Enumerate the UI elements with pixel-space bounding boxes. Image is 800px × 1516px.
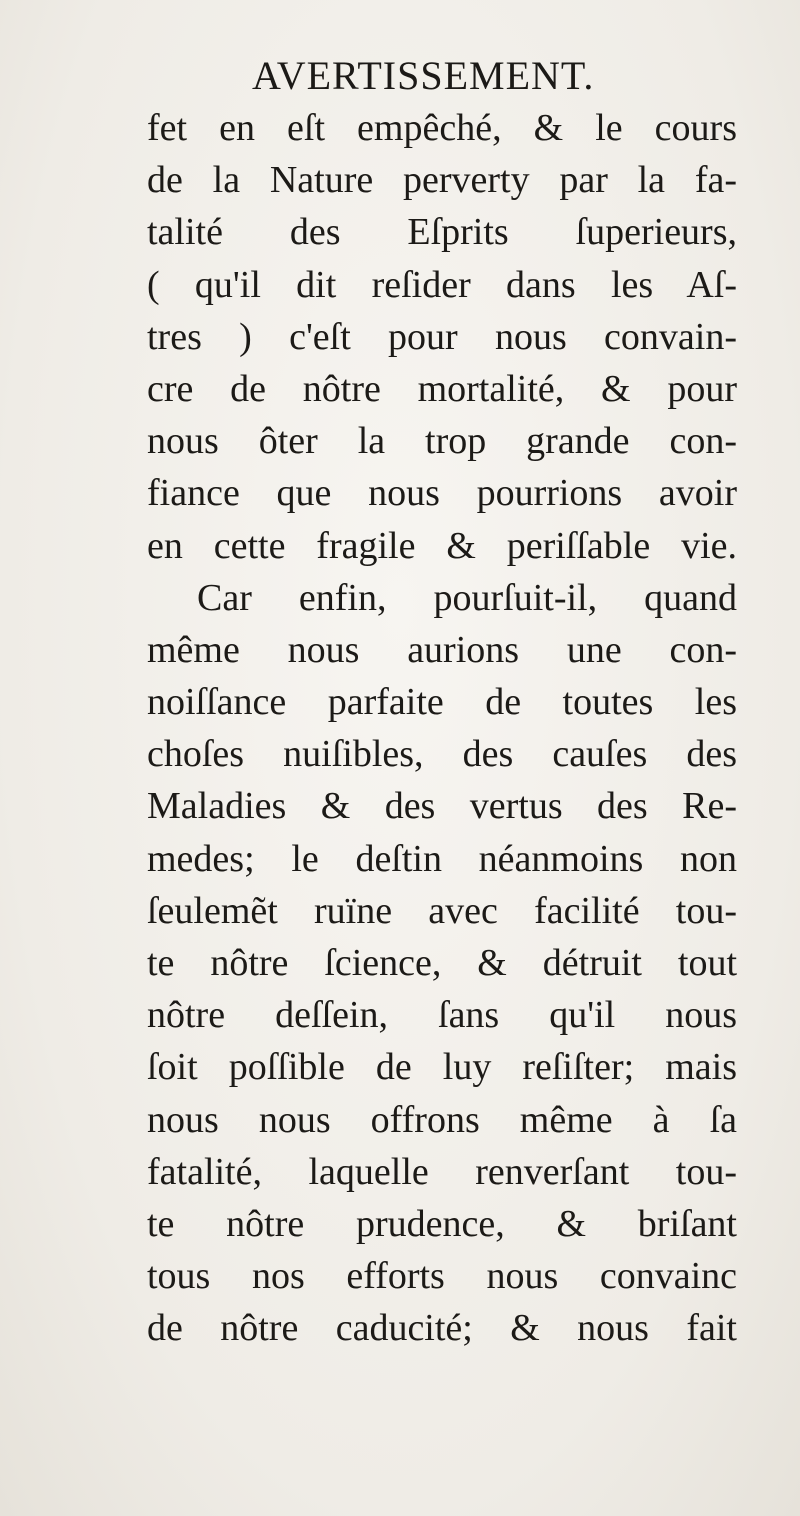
text-line: talité des Eſprits ſuperieurs,: [147, 211, 737, 254]
text-line: ( qu'il dit reſider dans les Aſ-: [147, 263, 737, 306]
text-line: nous ôter la trop grande con-: [147, 420, 737, 463]
text-line: tres ) c'eſt pour nous convain-: [147, 315, 737, 358]
text-line: Maladies & des vertus des Re-: [147, 785, 737, 828]
text-line: noiſſance parfaite de toutes les: [147, 681, 737, 724]
text-line: de nôtre caducité; & nous fait: [147, 1307, 737, 1350]
text-line: de la Nature perverty par la fa-: [147, 159, 737, 202]
running-head: AVERTISSEMENT.: [252, 53, 595, 98]
text-line: ſeulemẽt ruïne avec facilité tou-: [147, 889, 737, 932]
text-line: medes; le deſtin néanmoins non: [147, 837, 737, 880]
text-line: ſoit poſſible de luy reſiſter; mais: [147, 1046, 737, 1089]
text-line: te nôtre ſcience, & détruit tout: [147, 942, 737, 984]
text-line: tous nos efforts nous convainc: [147, 1255, 737, 1298]
text-line: fet en eſt empêché, & le cours: [147, 107, 737, 149]
text-line: te nôtre prudence, & briſant: [147, 1202, 737, 1245]
text-line: fatalité, laquelle renverſant tou-: [147, 1150, 737, 1193]
text-line: cre de nôtre mortalité, & pour: [147, 367, 737, 410]
text-line: fiance que nous pourrions avoir: [147, 472, 737, 515]
paragraph-start-line: Car enfin, pourſuit-il, quand: [197, 576, 737, 619]
body-text: [147, 102, 737, 1355]
text-line: même nous aurions une con-: [147, 628, 737, 671]
text-line: nôtre deſſein, ſans qu'il nous: [147, 994, 737, 1037]
text-line: en cette fragile & periſſable vie.: [147, 524, 737, 567]
text-line: choſes nuiſibles, des cauſes des: [147, 733, 737, 776]
text-line: nous nous offrons même à ſa: [147, 1098, 737, 1141]
